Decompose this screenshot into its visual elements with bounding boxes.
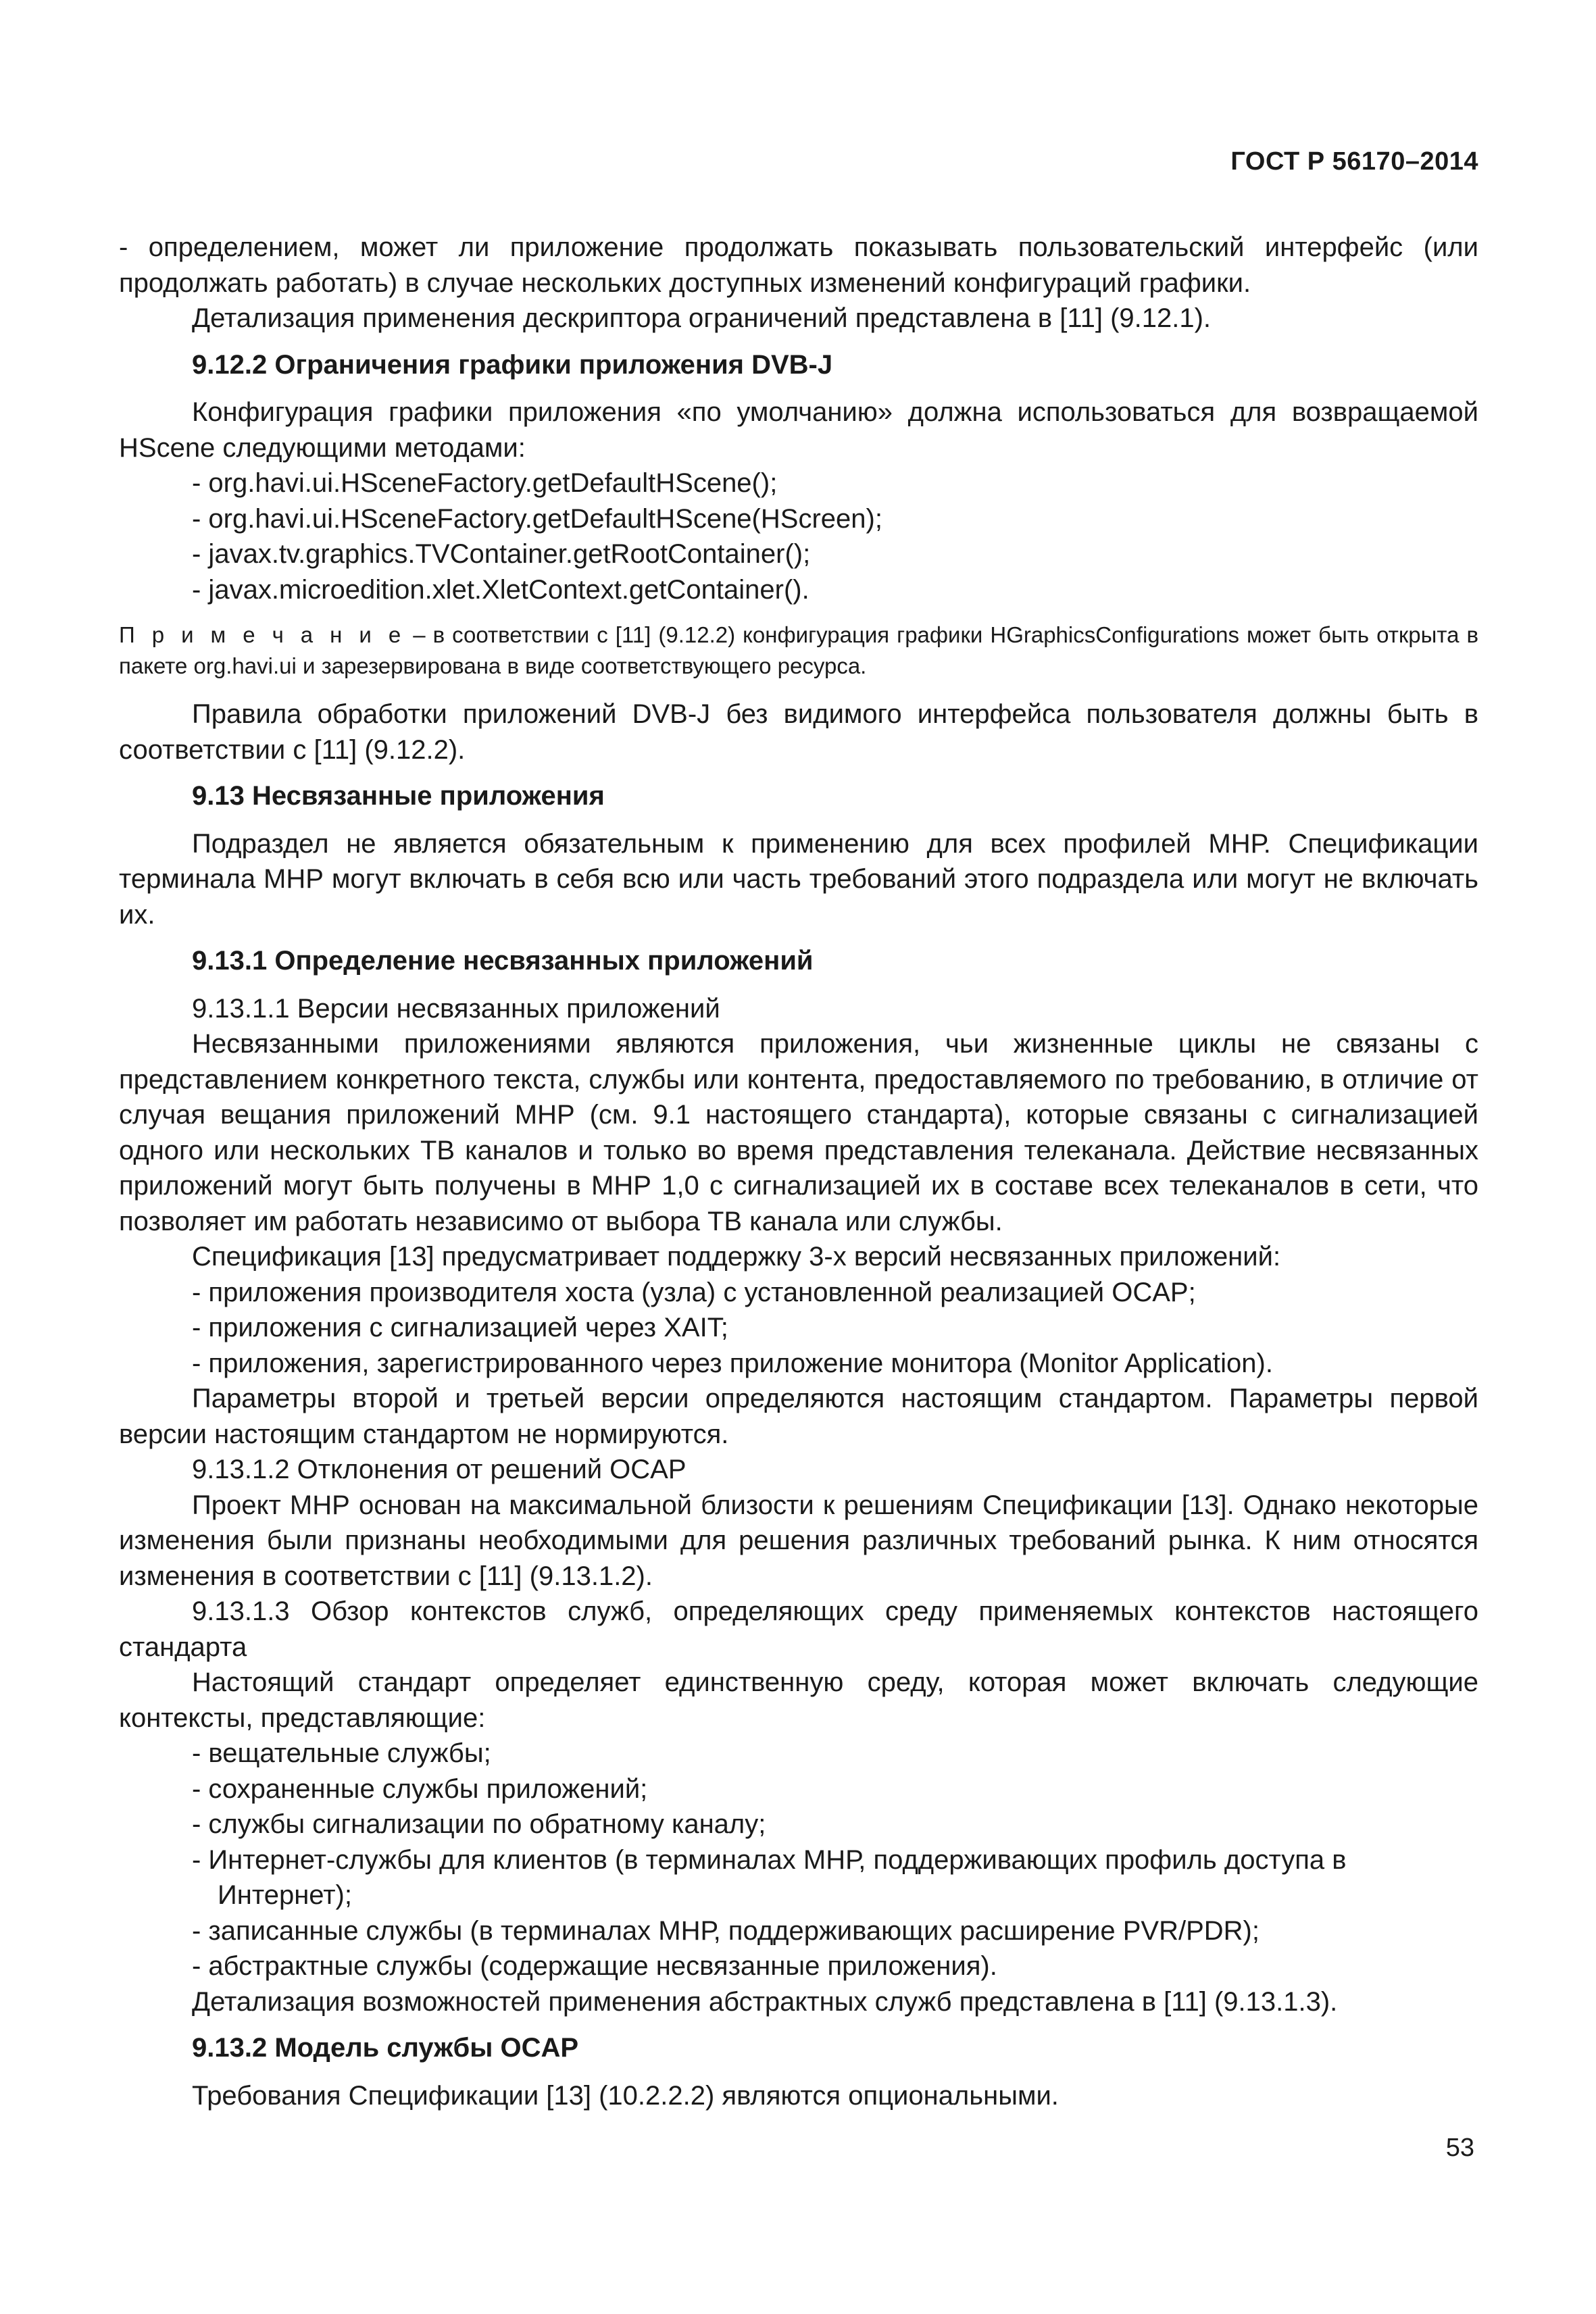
list-item: - сохраненные службы приложений; (192, 1774, 648, 1804)
list-item: - приложения с сигнализацией через XAIT; (192, 1313, 728, 1342)
paragraph: Детализация применения дескриптора ограничений представлена в [11] (9.12.1). (192, 303, 1212, 333)
section-heading: 9.12.2 Ограничения графики приложения DVB-J (192, 349, 833, 380)
subsection-title: 9.13.1.3 Обзор контекстов служб, определяющих среду применяемых контекстов настоящего стандарта (119, 1596, 1478, 1662)
list-item: - службы сигнализации по обратному каналу; (192, 1809, 766, 1839)
list-item: - org.havi.ui.HSceneFactory.getDefaultHScene(); (192, 468, 778, 498)
note-text: – в соответствии с [11] (9.12.2) конфигурация графики HGraphicsConfigurations может быть открыта в пакете org.havi.ui и зарезервирована в виде соответствующего ресурса. (119, 622, 1478, 678)
list-item: - приложения производителя хоста (узла) с установленной реализацией OCAP; (192, 1277, 1196, 1307)
list-item: - приложения, зарегистрированного через приложение монитора (Monitor Application). (192, 1348, 1273, 1378)
paragraph: Параметры второй и третьей версии определяются настоящим стандартом. Параметры первой версии настоящим стандартом не нормируются. (119, 1384, 1478, 1449)
section-heading: 9.13 Несвязанные приложения (192, 781, 605, 811)
paragraph: Проект МНР основан на максимальной близости к решениям Спецификации [13]. Однако некоторые изменения были признаны необходимыми для решения различных требований рынка. К ним относятся изменения в соответствии с [11] (9.13.1.2). (119, 1490, 1478, 1591)
subsection-title: 9.13.1.2 Отклонения от решений OCAP (192, 1455, 687, 1484)
paragraph: Спецификация [13] предусматривает поддержку 3-х версий несвязанных приложений: (192, 1242, 1281, 1272)
standard-header: ГОСТ Р 56170–2014 (1230, 147, 1478, 176)
list-item: - абстрактные службы (содержащие несвязанные приложения). (192, 1951, 997, 1981)
list-item: - javax.tv.graphics.TVContainer.getRootContainer(); (192, 539, 811, 569)
note-label: П р и м е ч а н и е (119, 622, 406, 647)
paragraph: Требования Спецификации [13] (10.2.2.2) являются опциональными. (192, 2080, 1059, 2111)
list-item: - записанные службы (в терминалах МНР, поддерживающих расширение PVR/PDR); (192, 1915, 1260, 1946)
paragraph: Конфигурация графики приложения «по умолчанию» должна использоваться для возвращаемой HScene следующими методами: (119, 397, 1478, 463)
paragraph: Подраздел не является обязательным к применению для всех профилей МНР. Спецификации терминала МНР могут включать в себя всю или часть требований этого подраздела или могут не включать их. (119, 828, 1478, 930)
paragraph: Правила обработки приложений DVB-J без видимого интерфейса пользователя должны быть в соответствии с [11] (9.12.2). (119, 699, 1478, 765)
paragraph: Несвязанными приложениями являются приложения, чьи жизненные циклы не связаны с представлением конкретного текста, службы или контента, предоставляемого по требованию, в отличие от случая вещания приложений МНР (см. 9.1 настоящего стандарта), которые связаны с сигнализацией одного или нескольких ТВ каналов и только во время представления телеканала. Действие несвязанных приложений могут быть получены в МНР 1,0 с сигнализацией их в составе всех телеканалов в сети, что позволяет им работать независимо от выбора ТВ канала или службы. (119, 1029, 1478, 1236)
page-number: 53 (1445, 2134, 1474, 2162)
section-heading: 9.13.1 Определение несвязанных приложений (192, 946, 814, 976)
paragraph: - определением, может ли приложение продолжать показывать пользовательский интерфейс (или продолжать работать) в случае нескольких доступных изменений конфигураций графики. (119, 232, 1478, 298)
section-heading: 9.13.2 Модель службы OCAP (192, 2033, 579, 2063)
list-item: - Интернет-службы для клиентов (в терминалах МНР, поддерживающих профиль доступа в Интернет); (192, 1844, 1347, 1910)
paragraph: Детализация возможностей применения абстрактных служб представлена в [11] (9.13.1.3). (192, 1986, 1338, 2017)
subsection-title: 9.13.1.1 Версии несвязанных приложений (192, 993, 720, 1024)
list-item: - вещательные службы; (192, 1738, 491, 1768)
list-item: - org.havi.ui.HSceneFactory.getDefaultHScene(HScreen); (192, 503, 882, 534)
paragraph: Настоящий стандарт определяет единственную среду, которая может включать следующие контексты, представляющие: (119, 1667, 1478, 1733)
list-item: - javax.microedition.xlet.XletContext.getContainer(). (192, 574, 809, 605)
document-body (119, 230, 1478, 2113)
note (119, 620, 1478, 682)
